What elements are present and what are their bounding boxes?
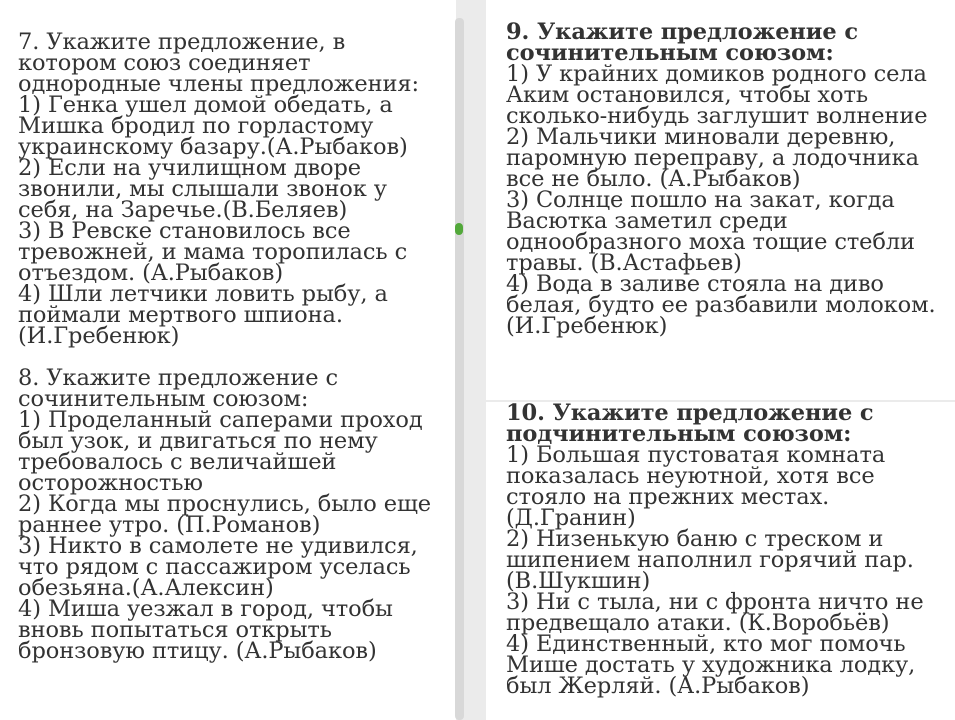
question-10-heading: 10. Укажите предложение с подчинительным союзом: [506, 402, 874, 447]
question-9-option-4: 4) Вода в заливе стояла на диво белая, будто ее разбавили молоком.(И.Гребенюк) [506, 271, 936, 339]
question-10-option-4: 4) Единственный, кто мог помочь Мише достать у художника лодку, был Жерляй. (А.Рыбаков) [506, 631, 916, 699]
divider-scroll-track[interactable] [455, 18, 464, 720]
question-8-option-4: 4) Миша уезжал в город, чтобы вновь попытаться открыть бронзовую птицу. (А.Рыбаков) [18, 596, 393, 664]
question-7 [18, 29, 446, 349]
question-10 [506, 403, 949, 697]
question-10-option-3: 3) Ни с тыла, ни с фронта ничто не предвещало атаки. (К.Воробьёв) [506, 589, 924, 636]
right-bottom-page-panel [486, 402, 955, 720]
question-7-option-3: 3) В Ревске становилось все тревожней, и мама торопилась с отъездом. (А.Рыбаков) [18, 218, 408, 286]
question-8-option-3: 3) Никто в самолете не удивился, что рядом с пассажиром уселась обезьяна.(А.Алексин) [18, 533, 418, 601]
right-top-page-panel [486, 10, 955, 400]
question-10-option-1: 1) Большая пустоватая комната показалась неуютной, хотя все стояло на прежних местах. (Д.Гранин) [506, 442, 886, 531]
divider-drag-handle[interactable] [455, 223, 463, 235]
question-8-option-2: 2) Когда мы проснулись, было еще раннее утро. (П.Романов) [18, 491, 431, 538]
question-7-heading: 7. Укажите предложение, в котором союз соединяет однородные члены предложения: [18, 29, 419, 97]
question-8-option-1: 1) Проделанный саперами проход был узок, и двигаться по нему требовалось с величайшей осторожностью [18, 407, 423, 496]
question-9-option-1: 1) У крайних домиков родного села Аким остановился, чтобы хоть сколько-нибудь заглушит волнение [506, 61, 928, 129]
question-9-option-2: 2) Мальчики миновали деревню, паромную переправу, а лодочника все не было. (А.Рыбаков) [506, 124, 919, 192]
question-8 [18, 365, 446, 664]
question-9-heading: 9. Укажите предложение с сочинительным союзом: [506, 19, 858, 66]
question-10-option-2: 2) Низенькую баню с треском и шипением наполнил горячий пар. (В.Шукшин) [506, 526, 914, 594]
question-7-option-4: 4) Шли летчики ловить рыбу, а поймали мертвого шпиона. (И.Гребенюк) [18, 281, 388, 349]
question-8-heading: 8. Укажите предложение с сочинительным союзом: [18, 365, 339, 412]
question-9-option-3: 3) Солнце пошло на закат, когда Васютка заметил среди однообразного моха тощие стебли травы. (В.Астафьев) [506, 187, 915, 276]
left-page-panel [0, 0, 456, 720]
question-7-option-1: 1) Генка ушел домой обедать, а Мишка бродил по горластому украинскому базару.(А.Рыбаков) [18, 92, 408, 160]
question-9 [506, 19, 949, 339]
question-7-option-2: 2) Если на училищном дворе звонили, мы слышали звонок у себя, на Заречье.(В.Беляев) [18, 155, 387, 223]
